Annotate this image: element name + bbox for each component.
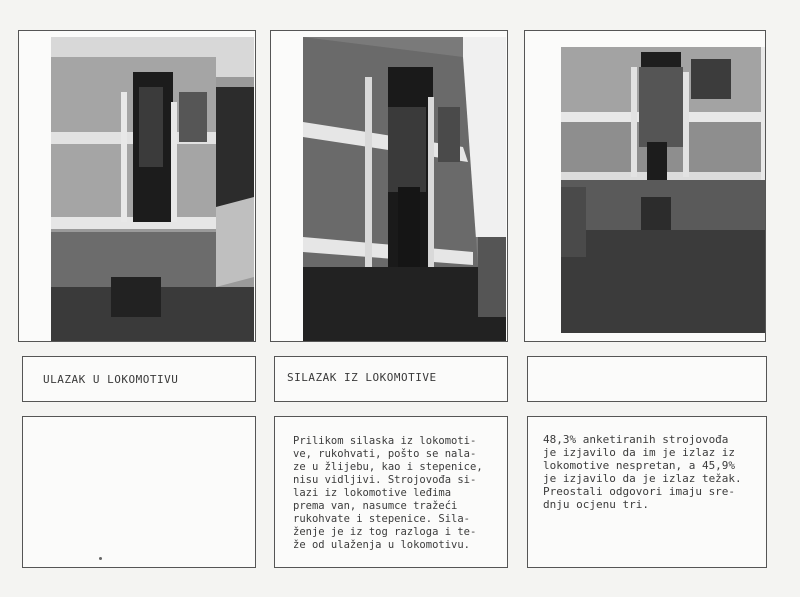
caption-exit — [274, 356, 508, 402]
photo-entry — [51, 37, 254, 341]
exit-line: že od ulaženja u lokomotivu. — [293, 539, 471, 551]
locomotive-exit-photo — [303, 37, 506, 341]
survey-line: dnju ocjenu tri. — [543, 498, 649, 511]
exit-line: Prilikom silaska iz lokomoti- — [293, 435, 477, 447]
locomotive-front-photo — [561, 47, 765, 333]
photo-frame-third — [524, 30, 766, 342]
text-box-entry — [22, 416, 256, 568]
stray-dot — [99, 557, 102, 560]
caption-third — [527, 356, 767, 402]
locomotive-entry-photo — [51, 37, 254, 341]
caption-entry-text: ULAZAK U LOKOMOTIVU — [43, 373, 179, 386]
exit-line: prema van, nasumce tražeći — [293, 500, 458, 512]
photo-third — [561, 47, 765, 333]
exit-line: ve, rukohvati, pošto se nala- — [293, 448, 477, 460]
exit-line: lazi iz lokomotive leđima — [293, 487, 452, 499]
survey-line: lokomotive nespretan, a 45,9% — [543, 459, 736, 472]
survey-description — [543, 433, 742, 511]
survey-line: 48,3% anketiranih strojovođa — [543, 433, 729, 446]
caption-exit-text: SILAZAK IZ LOKOMOTIVE — [287, 371, 437, 384]
photo-frame-exit — [270, 30, 508, 342]
survey-line: Preostali odgovori imaju sre- — [543, 485, 736, 498]
caption-entry — [22, 356, 256, 402]
survey-line: je izjavilo da im je izlaz iz — [543, 446, 736, 459]
photo-exit — [303, 37, 506, 341]
exit-description — [293, 435, 483, 552]
survey-line: je izjavilo da je izlaz težak. — [543, 472, 742, 485]
exit-line: ženje je iz tog razloga i te- — [293, 526, 477, 538]
photo-frame-entry — [18, 30, 256, 342]
exit-line: rukohvate i stepenice. Sila- — [293, 513, 471, 525]
exit-line: nisu vidljivi. Strojovođa si- — [293, 474, 477, 486]
exit-line: ze u žlijebu, kao i stepenice, — [293, 461, 483, 473]
text-box-survey — [527, 416, 767, 568]
text-box-exit — [274, 416, 508, 568]
